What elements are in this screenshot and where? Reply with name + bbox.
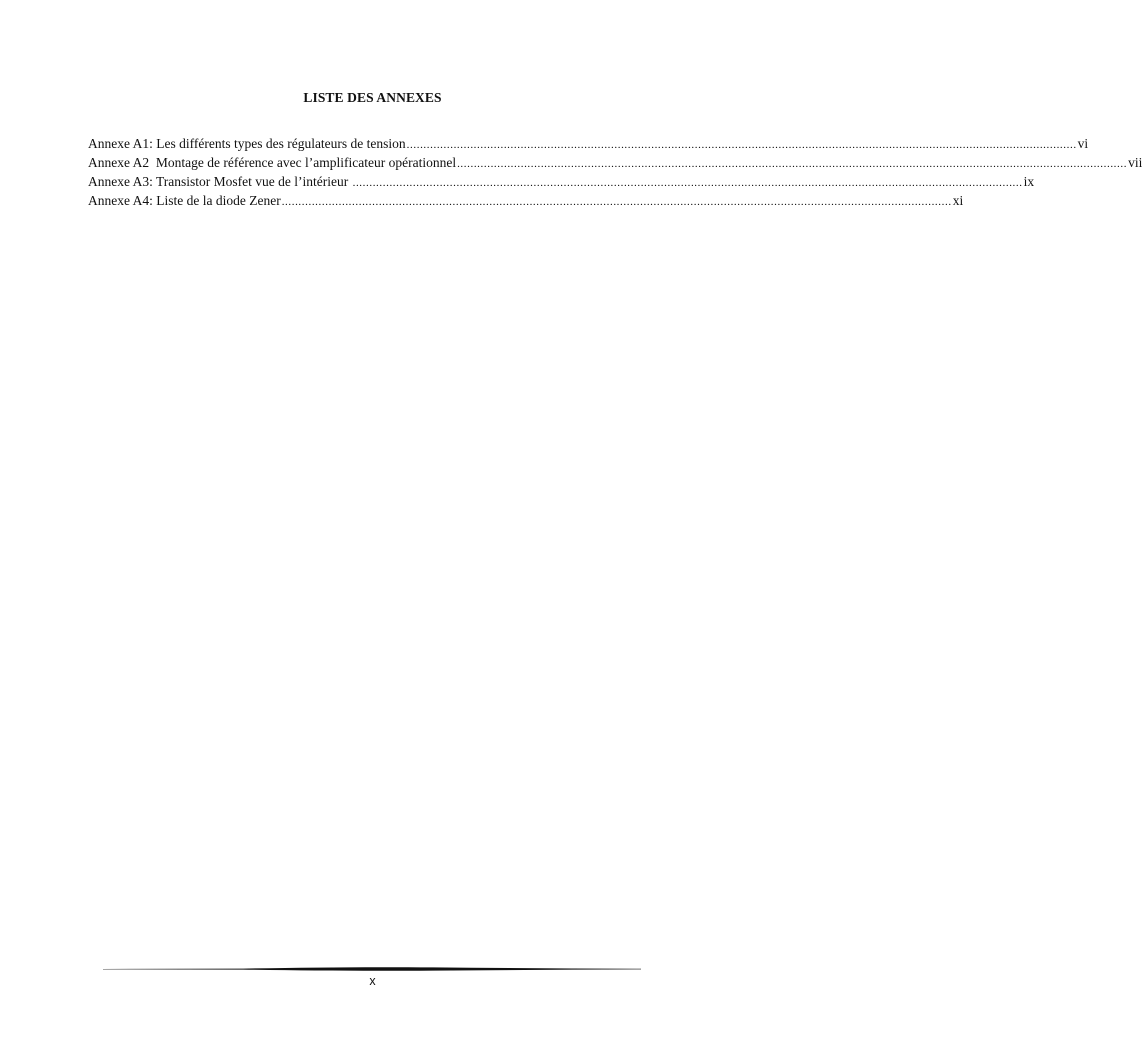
toc-entry[interactable] bbox=[88, 174, 1035, 193]
toc-entry-page: vii bbox=[1128, 155, 1142, 170]
toc-entry[interactable] bbox=[88, 193, 964, 212]
toc-entry[interactable] bbox=[88, 155, 1142, 174]
annex-list bbox=[88, 136, 1142, 212]
toc-leader-dots: ........................................................................................................................................................................................................ bbox=[352, 177, 1023, 189]
toc-entry-page: xi bbox=[952, 193, 964, 208]
toc-entry-page: vi bbox=[1077, 136, 1089, 151]
page-number: x bbox=[369, 974, 376, 988]
toc-leader-dots: ........................................................................................................................................................................................................ bbox=[457, 158, 1128, 170]
toc-entry[interactable] bbox=[88, 136, 1089, 155]
toc-entry-label: Annexe A2 Montage de référence avec l’amplificateur opérationnel bbox=[88, 155, 457, 170]
toc-entry-label: Annexe A1: Les différents types des régulateurs de tension bbox=[88, 136, 406, 151]
toc-entry-page: ix bbox=[1023, 174, 1035, 189]
toc-entry-label: Annexe A3: Transistor Mosfet vue de l’intérieur bbox=[88, 174, 352, 189]
toc-entry-label: Annexe A4: Liste de la diode Zener bbox=[88, 193, 281, 208]
toc-leader-dots: ........................................................................................................................................................................................................ bbox=[281, 196, 952, 208]
toc-leader-dots: ........................................................................................................................................................................................................ bbox=[406, 139, 1077, 151]
page-title: LISTE DES ANNEXES bbox=[303, 90, 442, 105]
